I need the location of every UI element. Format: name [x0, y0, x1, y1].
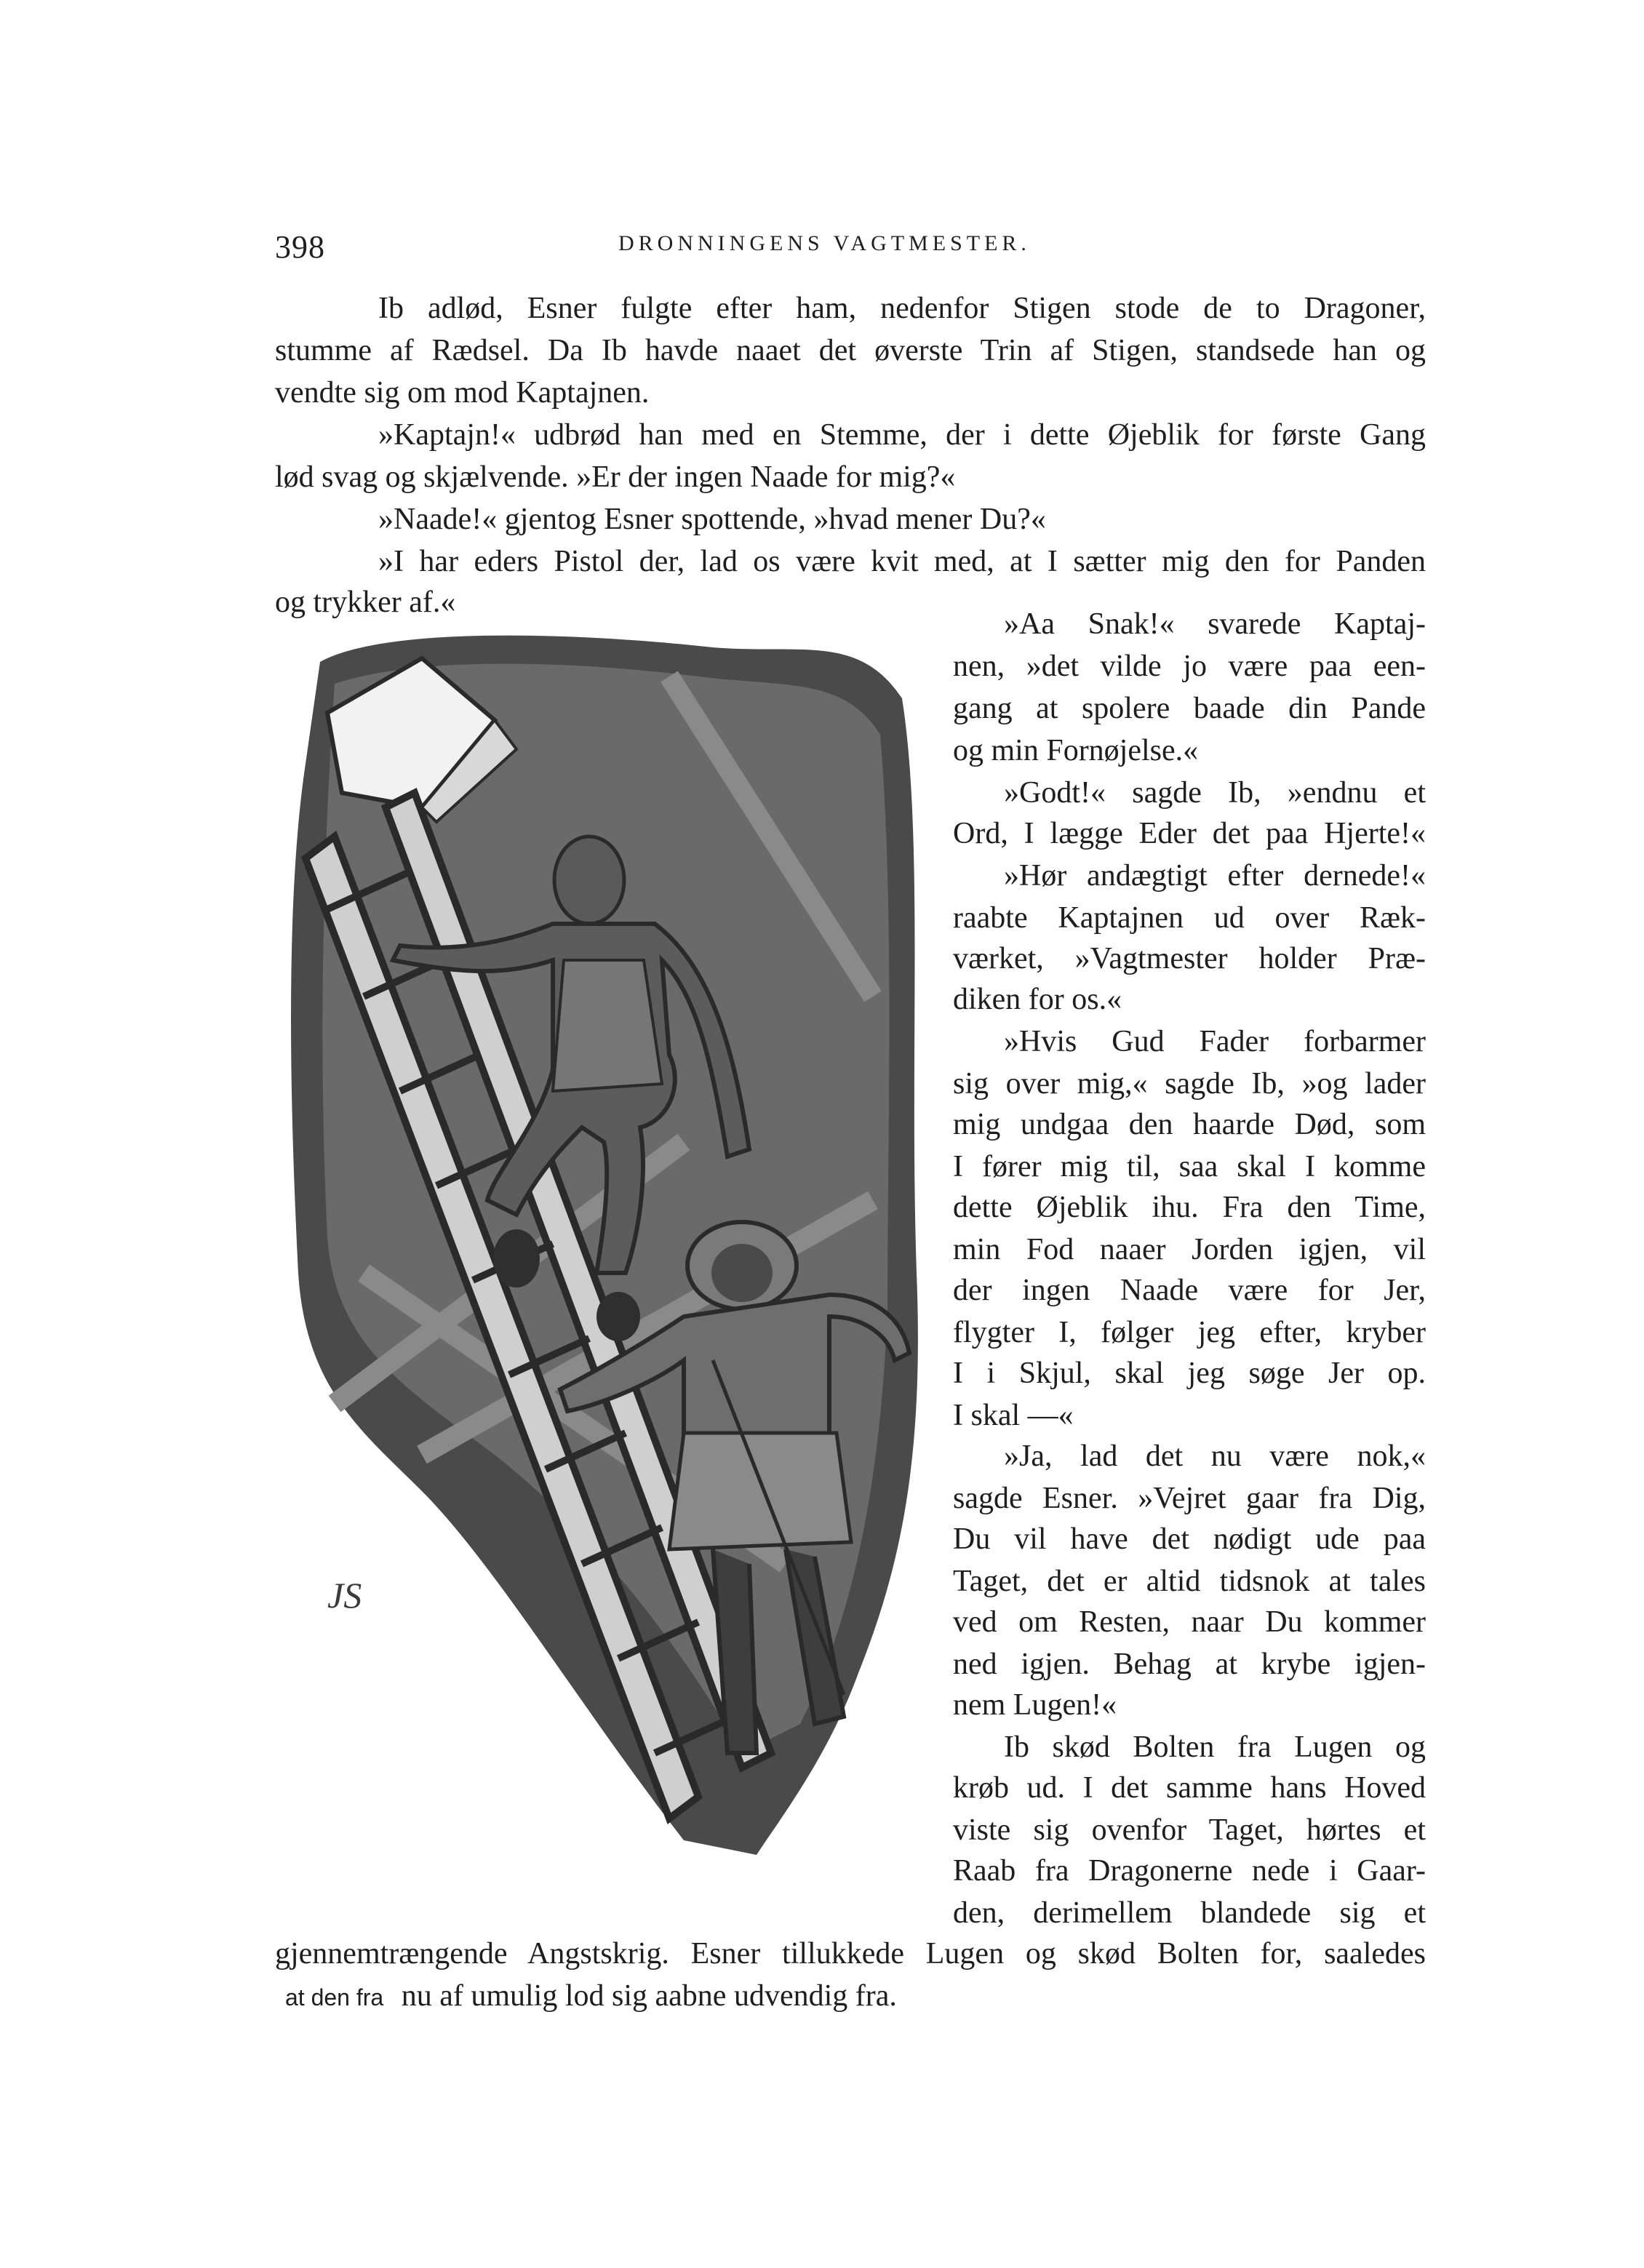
text-line: I fører mig til, saa skal I komme	[953, 1150, 1426, 1183]
text-line: Du vil have det nødigt ude paa	[953, 1522, 1426, 1556]
text-line: Ib adlød, Esner fulgte efter ham, nedenfor Stigen stode de to Dragoner,	[378, 292, 1426, 325]
text-line: sig over mig,« sagde Ib, »og lader	[953, 1067, 1426, 1101]
text-line: stumme af Rædsel. Da Ib havde naaet det øverste Trin af Stigen, standsede han og	[275, 334, 1426, 367]
text-line: raabte Kaptajnen ud over Ræk-	[953, 901, 1426, 935]
text-line: krøb ud. I det samme hans Hoved	[953, 1771, 1426, 1805]
text-line: gjennemtrængende Angstskrig. Esner tillukkede Lugen og skød Bolten for, saaledes	[275, 1937, 1426, 1970]
text-line: ved om Resten, naar Du kommer	[953, 1605, 1426, 1639]
text-line: flygter I, følger jeg efter, kryber	[953, 1316, 1426, 1349]
text-line: Taget, det er altid tidsnok at tales	[953, 1565, 1426, 1598]
text-line: viste sig ovenfor Taget, hørtes et	[953, 1813, 1426, 1847]
text-line: der ingen Naade være for Jer,	[953, 1274, 1426, 1307]
text-line: vendte sig om mod Kaptajnen.	[275, 376, 650, 410]
text-line: »I har eders Pistol der, lad os være kvit med, at I sætter mig den for Panden	[378, 545, 1426, 578]
text-line: gang at spolere baade din Pande	[953, 692, 1426, 725]
text-line: og min Fornøjelse.«	[953, 734, 1199, 767]
text-line: diken for os.«	[953, 983, 1122, 1016]
text-line: »Hør andægtigt efter dernede!«	[1004, 859, 1426, 893]
last-line-rest: nu af umulig lod sig aabne udvendig fra.	[401, 1979, 897, 2013]
text-line: »Hvis Gud Fader forbarmer	[1004, 1025, 1426, 1058]
text-line: værket, »Vagtmester holder Præ-	[953, 942, 1426, 975]
text-line: den, derimellem blandede sig et	[953, 1896, 1426, 1930]
text-line: Ord, I lægge Eder det paa Hjerte!«	[953, 817, 1426, 850]
text-line: »Ja, lad det nu være nok,«	[1004, 1440, 1426, 1473]
artist-signature: JS	[327, 1575, 362, 1616]
text-line: nen, »det vilde jo være paa een-	[953, 650, 1426, 683]
text-line: Raab fra Dragonerne nede i Gaar-	[953, 1854, 1426, 1888]
text-line: dette Øjeblik ihu. Fra den Time,	[953, 1191, 1426, 1224]
running-title: DRONNINGENS VAGTMESTER.	[618, 231, 1031, 255]
text-line: I skal —«	[953, 1399, 1074, 1432]
text-line: mig undgaa den haarde Død, som	[953, 1108, 1426, 1141]
text-line: »Aa Snak!« svarede Kaptaj-	[1004, 607, 1426, 641]
text-line: nem Lugen!«	[953, 1688, 1117, 1722]
last-line-small: at den fra	[285, 1984, 384, 2011]
text-line: Ib skød Bolten fra Lugen og	[1004, 1730, 1426, 1764]
page-number: 398	[275, 229, 325, 265]
text-line: min Fod naaer Jorden igjen, vil	[953, 1233, 1426, 1266]
ladder-illustration	[276, 618, 931, 1869]
text-line: »Naade!« gjentog Esner spottende, »hvad mener Du?«	[378, 503, 1046, 536]
text-line: ned igjen. Behag at krybe igjen-	[953, 1648, 1426, 1681]
text-line: sagde Esner. »Vejret gaar fra Dig,	[953, 1482, 1426, 1515]
text-line: I i Skjul, skal jeg søge Jer op.	[953, 1357, 1426, 1390]
last-line	[285, 1977, 1436, 2016]
text-line: »Godt!« sagde Ib, »endnu et	[1004, 776, 1426, 810]
text-line: lød svag og skjælvende. »Er der ingen Naade for mig?«	[275, 460, 956, 494]
text-line: »Kaptajn!« udbrød han med en Stemme, der i dette Øjeblik for første Gang	[378, 418, 1426, 452]
text-line: og trykker af.«	[275, 586, 456, 619]
